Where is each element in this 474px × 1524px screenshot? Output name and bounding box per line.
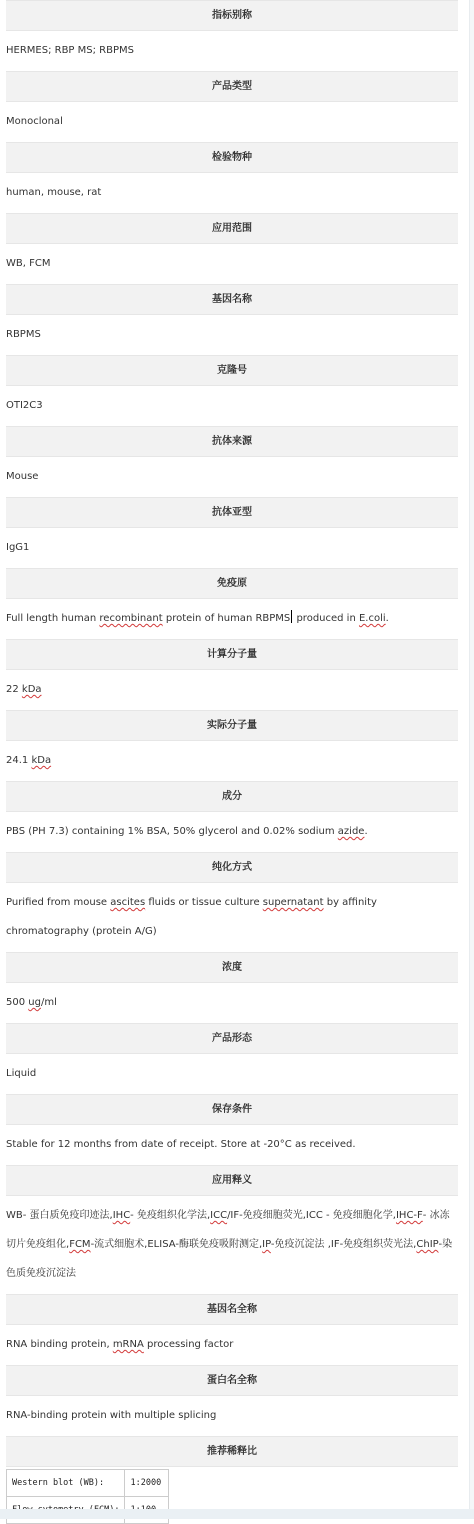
row-value-alias: HERMES; RBP MS; RBPMS [6, 45, 134, 56]
spellcheck-word: FCM [69, 1239, 91, 1250]
row-header-form: 产品形态 [6, 1023, 458, 1054]
table-row [7, 1470, 169, 1497]
spellcheck-word: mRNA [112, 1339, 144, 1350]
row-header-observed-mw: 实际分子量 [6, 710, 458, 741]
text: produced in [293, 613, 359, 624]
scroll-edge [469, 0, 474, 1509]
row-header-species: 检验物种 [6, 142, 458, 173]
row-header-gene-full-name: 基因名全称 [6, 1294, 458, 1325]
row-value-host: Mouse [6, 471, 39, 482]
text: 22 [6, 684, 22, 695]
row-header-alias: 指标别称 [6, 0, 458, 31]
spellcheck-word: E.coli [358, 613, 386, 624]
row-value-calc-mw [6, 670, 458, 710]
spellcheck-word: kDa [21, 684, 42, 695]
row-value-application-notes [6, 1196, 458, 1294]
dilution-ratio: 1:2000 [125, 1470, 169, 1497]
row-value-species: human, mouse, rat [6, 187, 102, 198]
row-value-purification [6, 883, 458, 952]
row-value-protein-full-name: RNA-binding protein with multiple splicing [6, 1410, 217, 1421]
row-header-protein-full-name: 蛋白名全称 [6, 1365, 458, 1396]
text: PBS (PH 7.3) containing 1% BSA, 50% glycerol and 0.02% sodium [6, 826, 338, 837]
row-value-observed-mw [6, 741, 458, 781]
row-header-gene-name: 基因名称 [6, 284, 458, 315]
row-value-buffer [6, 812, 458, 852]
spellcheck-word: ChIP [416, 1239, 439, 1250]
row-header-buffer: 成分 [6, 781, 458, 812]
text: processing factor [143, 1339, 234, 1350]
row-header-immunogen: 免疫原 [6, 568, 458, 599]
spellcheck-word: ug [28, 997, 41, 1008]
text: by affinity chromatography (protein A/G) [6, 897, 377, 937]
row-header-application-notes: 应用释义 [6, 1165, 458, 1196]
row-header-product-type: 产品类型 [6, 71, 458, 102]
row-value-application: WB, FCM [6, 258, 51, 269]
text: - 免疫组织化学法, [130, 1210, 211, 1221]
row-header-dilution: 推荐稀释比 [6, 1436, 458, 1467]
footer-band [0, 1509, 474, 1519]
spellcheck-word: kDa [31, 755, 52, 766]
row-value-concentration [6, 983, 458, 1023]
spellcheck-word: ascites [110, 897, 146, 908]
row-value-clone: OTI2C3 [6, 400, 43, 411]
row-value-isotype: IgG1 [6, 542, 30, 553]
text: RNA binding protein, [6, 1339, 113, 1350]
row-value-product-type: Monoclonal [6, 116, 63, 127]
row-header-purification: 纯化方式 [6, 852, 458, 883]
text: fluids or tissue culture [145, 897, 263, 908]
row-value-gene-full-name [6, 1325, 458, 1365]
row-value-gene-name: RBPMS [6, 329, 41, 340]
row-header-isotype: 抗体亚型 [6, 497, 458, 528]
row-header-storage: 保存条件 [6, 1094, 458, 1125]
row-value-storage: Stable for 12 months from date of receipt. Store at -20°C as received. [6, 1139, 356, 1150]
row-header-clone: 克隆号 [6, 355, 458, 386]
text: /IF-免疫细胞荧光,ICC - 免疫细胞化学, [227, 1210, 396, 1221]
spellcheck-word: ICC [210, 1210, 228, 1221]
text: 24.1 [6, 755, 32, 766]
text: - 冰冻切片免疫组化, [6, 1210, 450, 1250]
spellcheck-word: recombinant [99, 613, 163, 624]
text: Purified from mouse [6, 897, 111, 908]
product-spec-sheet [6, 0, 458, 1524]
row-value-immunogen [6, 599, 458, 639]
spellcheck-word: IHC-F [395, 1210, 423, 1221]
spellcheck-word: azide [337, 826, 365, 837]
dilution-method [7, 1470, 125, 1497]
text: WB- 蛋白质免疫印迹法, [6, 1210, 113, 1221]
spellcheck-word: supernatant [262, 897, 324, 908]
row-header-application: 应用范围 [6, 213, 458, 244]
row-header-calc-mw: 计算分子量 [6, 639, 458, 670]
text: . [364, 826, 368, 837]
text: -流式细胞术,ELISA-酶联免疫吸附测定, [90, 1239, 263, 1250]
text: -免疫沉淀法 ,IF-免疫组织荧光法, [270, 1239, 417, 1250]
row-header-host: 抗体来源 [6, 426, 458, 457]
text: protein of human RBPMS [162, 613, 291, 624]
spellcheck-word: IP [262, 1239, 271, 1250]
row-value-form: Liquid [6, 1068, 37, 1079]
text: . [385, 613, 389, 624]
text: /ml [40, 997, 57, 1008]
text: Full length human [6, 613, 100, 624]
spellcheck-word: IHC [112, 1210, 131, 1221]
text: Western blot (WB): [12, 1478, 105, 1488]
text: 500 [6, 997, 29, 1008]
row-header-concentration: 浓度 [6, 952, 458, 983]
text: -染色质免疫沉淀法 [6, 1239, 453, 1279]
